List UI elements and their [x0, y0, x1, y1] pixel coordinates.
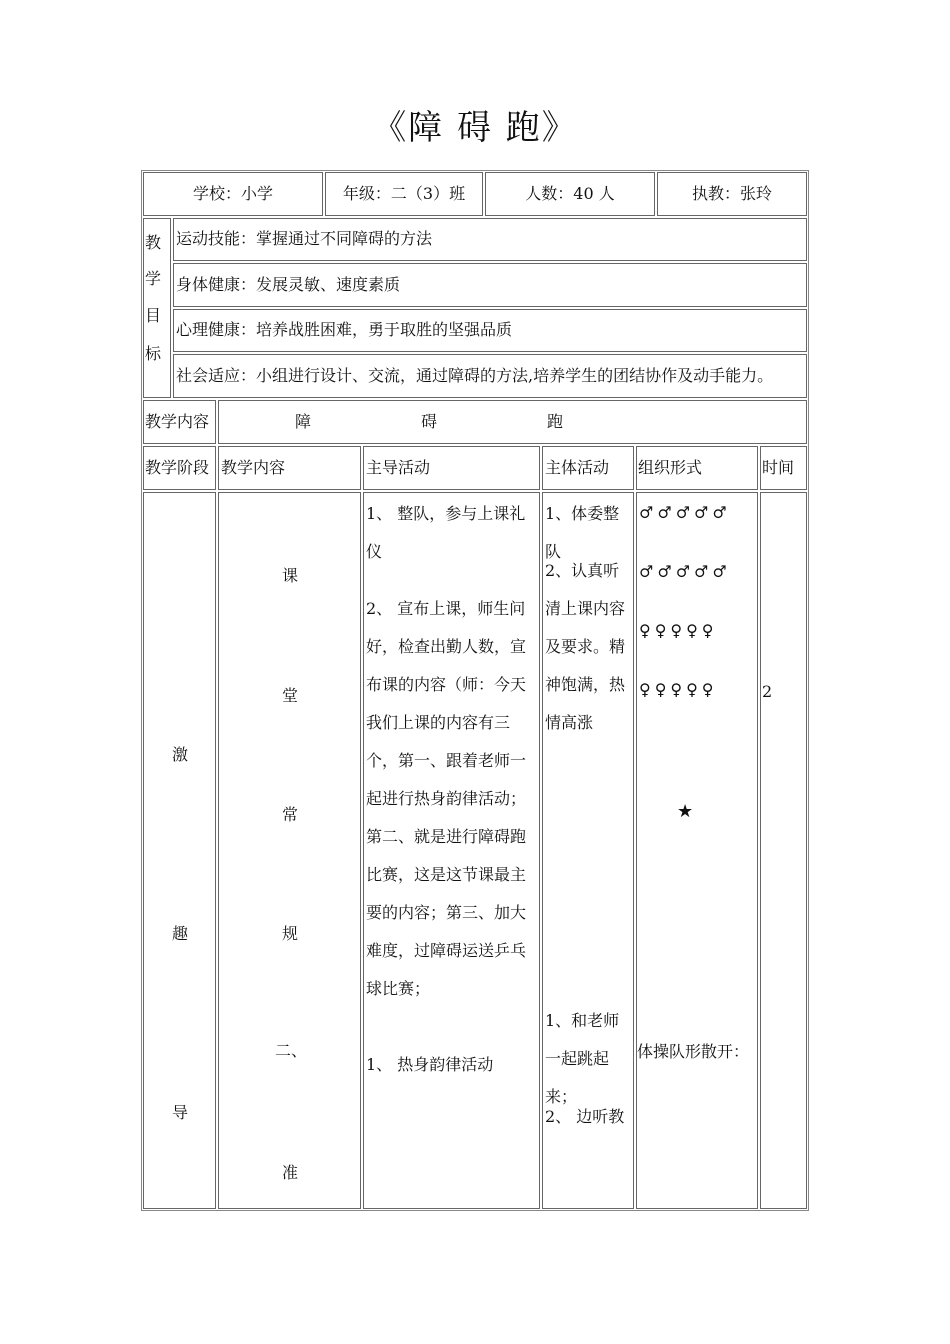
info-grade: 年级：二（3）班 [342, 184, 466, 203]
content-char: 常 [281, 805, 298, 824]
content-value-char: 碍 [421, 412, 438, 431]
body-content-cell [218, 492, 361, 1209]
header-student-activity: 主体活动 [545, 458, 610, 477]
student-activity-3: 1、和老师一起跳起来； [545, 1011, 620, 1106]
lead-activity-1: 1、 整队，参与上课礼仪 [366, 504, 526, 561]
objective-physical-health: 身体健康：发展灵敏、速度素质 [176, 275, 401, 294]
stage-char: 导 [171, 1103, 188, 1122]
objective-mental-health: 心理健康：培养战胜困难，勇于取胜的坚强品质 [176, 320, 513, 339]
formation-row-female: ♀♀♀♀♀ [639, 621, 718, 640]
header-stage: 教学阶段 [145, 458, 210, 477]
content-label: 教学内容 [145, 412, 210, 431]
content-value-char: 障 [295, 412, 312, 431]
objectives-label-char: 学 [144, 269, 161, 288]
content-value-char: 跑 [547, 412, 564, 431]
info-count: 人数：40 人 [525, 184, 615, 203]
content-char: 课 [281, 566, 298, 585]
info-teacher: 执教：张玲 [691, 184, 772, 203]
lead-activity-2: 2、 宣布上课，师生问好，检查出勤人数，宣布课的内容（师：今天我们上课的内容有三个，第一、跟着老师一起进行热身韵律活动；第二、就是进行障碍跑比赛，这是这节课最主要的内容；第三、加大难度，过障碍运送乒乓球比赛； [366, 599, 527, 998]
student-activity-1: 1、体委整队 [545, 504, 620, 561]
student-activity-4: 2、 边听教 [545, 1107, 625, 1126]
body-time-cell [760, 492, 807, 1209]
formation-row-female: ♀♀♀♀♀ [639, 680, 718, 699]
student-activity-2: 2、认真听清上课内容及要求。精神饱满，热情高涨 [545, 561, 626, 732]
time-value: 2 [762, 682, 773, 701]
objectives-label-char: 标 [144, 344, 161, 363]
content-char: 规 [281, 924, 298, 943]
org-formation-text: 体操队形散开： [637, 1042, 750, 1061]
header-organization: 组织形式 [638, 458, 703, 477]
content-char: 堂 [281, 686, 298, 705]
lead-activity-3: 1、 热身韵律活动 [366, 1055, 494, 1074]
objective-motor-skill: 运动技能：掌握通过不同障碍的方法 [176, 229, 433, 248]
objectives-label-char: 教 [144, 233, 161, 252]
header-content: 教学内容 [221, 458, 286, 477]
stage-char: 趣 [171, 924, 188, 943]
formation-row-male: ♂♂♂♂♂ [639, 562, 731, 581]
header-lead-activity: 主导活动 [366, 458, 431, 477]
page-title: 《障 碍 跑》 [372, 108, 578, 148]
header-time: 时间 [762, 458, 795, 477]
body-org-cell [636, 492, 758, 1209]
formation-row-male: ♂♂♂♂♂ [639, 503, 731, 522]
objectives-label-char: 目 [144, 306, 161, 325]
stage-char: 激 [171, 745, 188, 764]
objective-social-adaptation: 社会适应：小组进行设计、交流，通过障碍的方法,培养学生的团结协作及动手能力。 [176, 366, 774, 385]
content-char: 二、 [275, 1041, 308, 1060]
content-char: 准 [281, 1163, 298, 1182]
info-school: 学校：小学 [192, 184, 273, 203]
teacher-star-icon: ★ [677, 801, 694, 822]
